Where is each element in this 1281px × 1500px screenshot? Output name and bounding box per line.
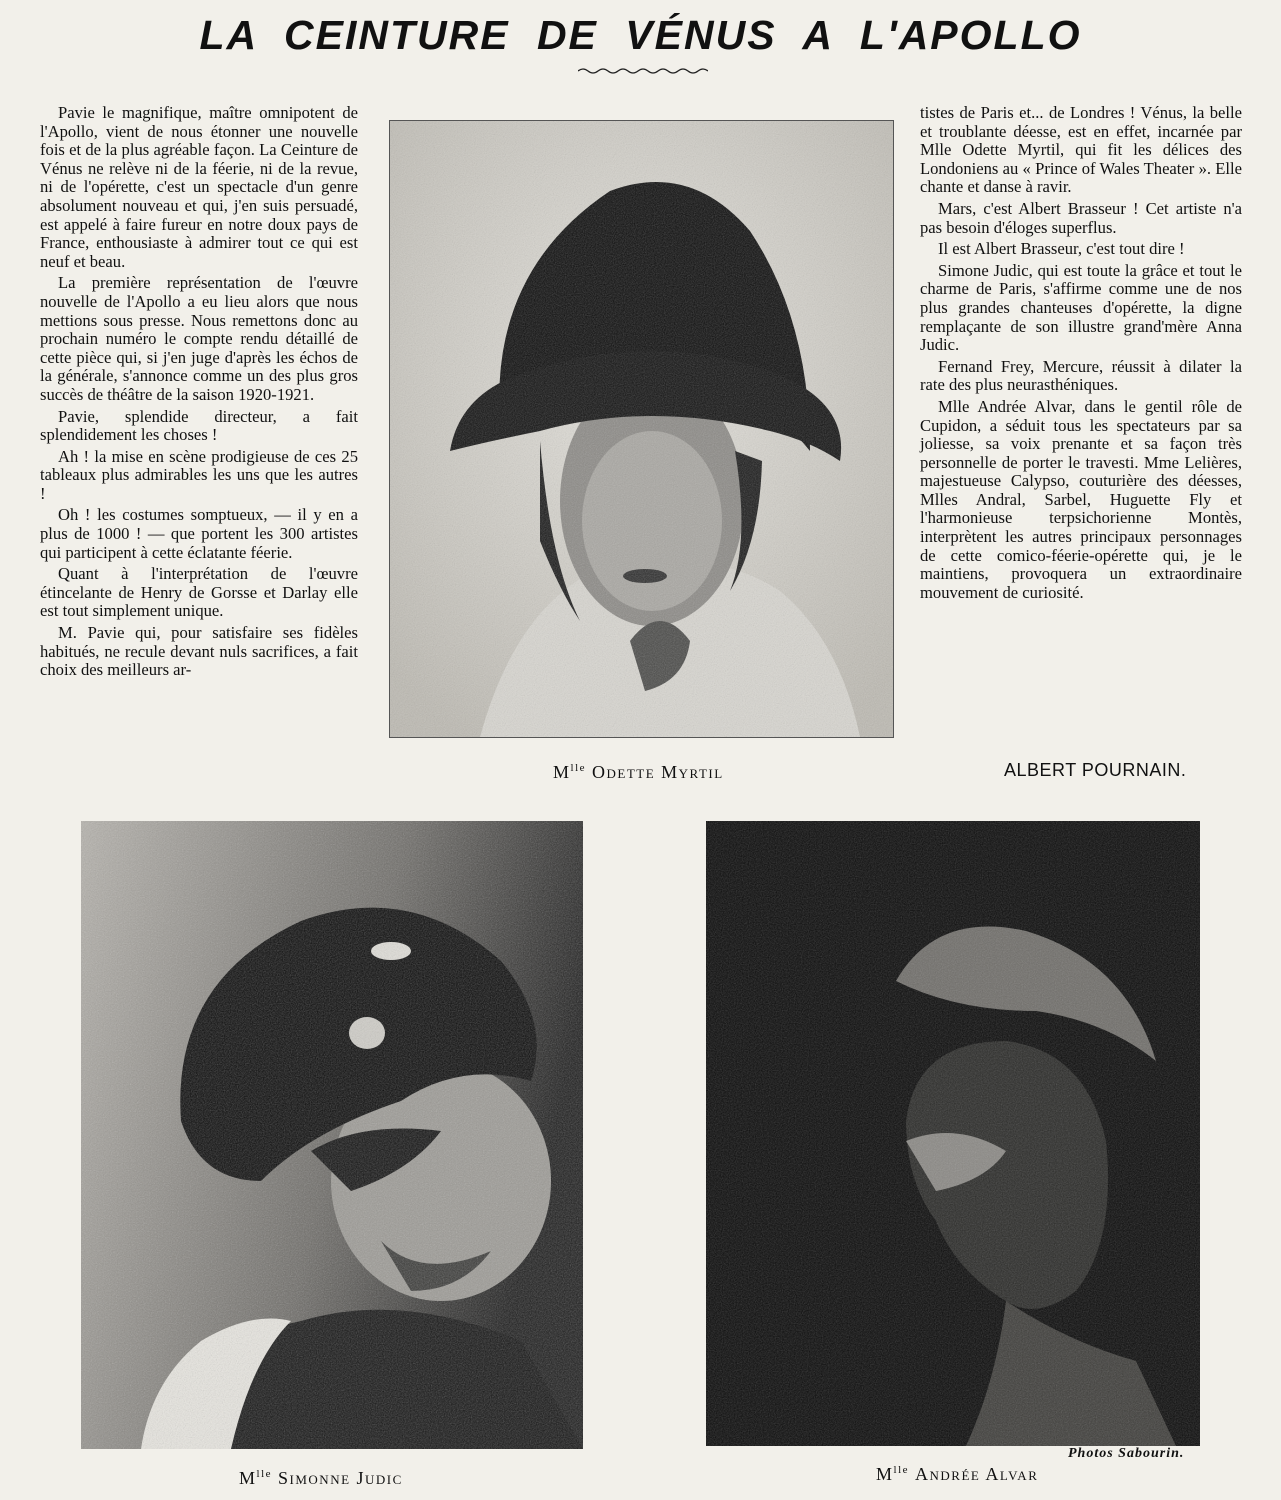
article-column-left bbox=[40, 104, 358, 683]
paragraph: M. Pavie qui, pour satisfaire ses fidèles habitués, ne recule devant nuls sacrifices, a fait choix des meilleurs ar- bbox=[40, 623, 358, 680]
paragraph: Il est Albert Brasseur, c'est tout dire ! bbox=[938, 239, 1185, 259]
photo-caption-andree-alvar: $M^{lle}$ Andrée Alvar bbox=[876, 1464, 1039, 1484]
paragraph: Fernand Frey, Mercure, réussit à dilater la rate des plus neurasthéniques. bbox=[920, 356, 1242, 395]
title-ornament bbox=[578, 66, 708, 76]
photo-caption-simonne-judic: $M^{lle}$ Simonne Judic bbox=[239, 1468, 403, 1488]
photo-caption-odette-myrtil: $M^{lle}$ Odette Myrtil bbox=[553, 762, 724, 782]
paragraph: La première représentation de l'œuvre nouvelle de l'Apollo a eu lieu alors que nous mettions sous presse. Nous remettons donc au prochain numéro le compte rendu détaillé de cette pièce qui, si j'en juge d'après les échos de la générale, s'annonce comme un des plus gros succès de théâtre de la saison 1920-1921. bbox=[40, 273, 358, 404]
portrait-photo-odette-myrtil bbox=[389, 120, 894, 738]
paragraph: Quant à l'interprétation de l'œuvre étincelante de Henry de Gorsse et Darlay elle est tout simplement unique. bbox=[40, 564, 358, 621]
article-column-right bbox=[920, 104, 1242, 605]
paragraph: Ah ! la mise en scène prodigieuse de ces 25 tableaux plus admirables les uns que les autres ! bbox=[40, 446, 358, 503]
paragraph: Mars, c'est Albert Brasseur ! Cet artiste n'a pas besoin d'éloges superflus. bbox=[920, 198, 1242, 237]
paragraph: Pavie, splendide directeur, a fait splendidement les choses ! bbox=[40, 406, 358, 445]
paragraph: Pavie le magnifique, maître omnipotent de l'Apollo, vient de nous étonner une nouvelle fois et de la plus agréable façon. La Ceinture de Vénus ne relève ni de la féerie, ni de la revue, ni de l'opérette, c'est un spectacle d'un genre absolument nouveau et qui, j'en suis persuadé, est appelé à faire fureur en notre doux pays de France, enthousiaste à admirer tout ce qui est neuf et beau. bbox=[40, 103, 358, 271]
portrait-photo-simonne-judic bbox=[81, 821, 583, 1449]
author-byline: ALBERT POURNAIN. bbox=[1004, 760, 1187, 780]
article-headline: LA CEINTURE DE VÉNUS A L'APOLLO bbox=[199, 12, 1082, 58]
paragraph: Oh ! les costumes somptueux, — il y en a plus de 1000 ! — que portent les 300 artistes qui participent à cette éclatante féerie. bbox=[40, 505, 358, 562]
paragraph: tistes de Paris et... de Londres ! Vénus, la belle et troublante déesse, est en effet, incarnée par Mlle Odette Myrtil, qui fit les délices des Londoniens au « Prince of Wales Theater ». Elle chante et danse à ravir. bbox=[920, 103, 1242, 197]
portrait-photo-andree-alvar bbox=[706, 821, 1200, 1446]
paragraph: Simone Judic, qui est toute la grâce et tout le charme de Paris, s'affirme comme une de nos plus grandes chanteuses d'opérette, la digne remplaçante de son illustre grand'mère Anna Judic. bbox=[920, 260, 1242, 355]
photo-credit: Photos Sabourin. bbox=[1068, 1446, 1185, 1461]
paragraph: Mlle Andrée Alvar, dans le gentil rôle de Cupidon, a séduit tous les spectateurs par sa joliesse, sa voix prenante et sa façon très personnelle de porter le travesti. Mme Lelières, majestueuse Calypso, couturière des déesses, Mlles Andral, Sarbel, Huguette Fly et l'harmonieuse terpsichorienne Montès, interprètent les autres principaux personnages de cette comico-féerie-opérette qui, je le maintiens, provoquera un extraordinaire mouvement de curiosité. bbox=[920, 396, 1242, 602]
